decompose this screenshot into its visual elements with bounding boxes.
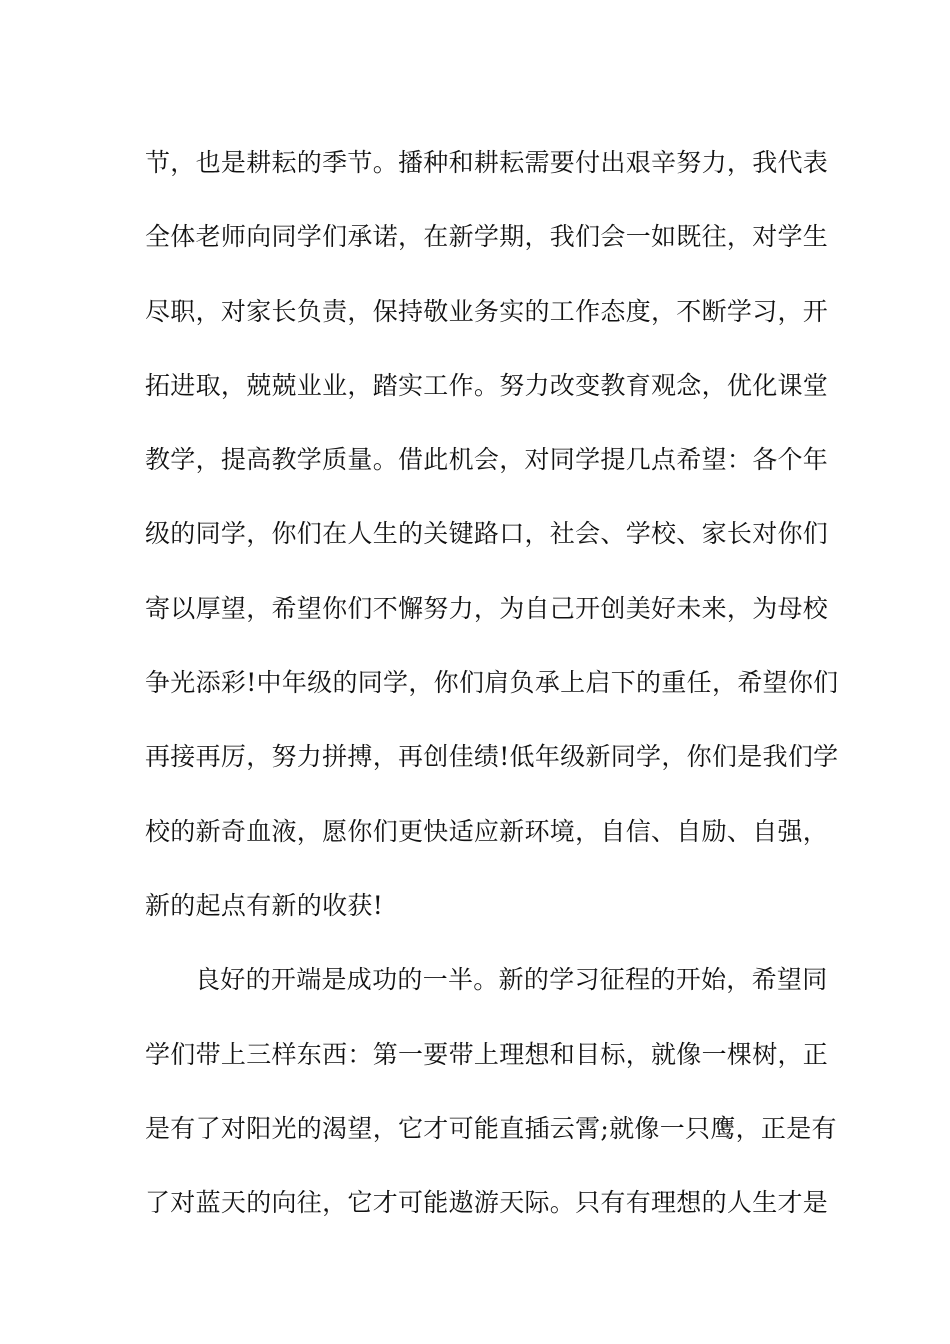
text-line: 了对蓝天的向往，它才可能遨游天际。只有有理想的人生才是 <box>145 1188 829 1218</box>
text-line: 是有了对阳光的渴望，它才可能直插云霄;就像一只鹰，正是有 <box>145 1113 837 1143</box>
paragraph-first-line: 良好的开端是成功的一半。新的学习征程的开始，希望同 <box>195 965 828 995</box>
text-line: 节，也是耕耘的季节。播种和耕耘需要付出艰辛努力，我代表 <box>145 148 829 177</box>
body-text <box>145 126 839 1240</box>
text-line: 新的起点有新的收获! <box>145 890 384 920</box>
text-line: 尽职，对家长负责，保持敬业务实的工作态度，不断学习，开 <box>145 296 829 326</box>
text-line: 全体老师向同学们承诺，在新学期，我们会一如既往，对学生 <box>145 222 829 252</box>
text-line: 级的同学，你们在人生的关键路口，社会、学校、家长对你们 <box>145 519 829 549</box>
text-line: 争光添彩!中年级的同学，你们肩负承上启下的重任，希望你们 <box>145 668 839 698</box>
text-line: 教学，提高教学质量。借此机会，对同学提几点希望：各个年 <box>145 445 829 475</box>
text-line: 拓进取，兢兢业业，踏实工作。努力改变教育观念，优化课堂 <box>145 370 829 400</box>
text-line: 学们带上三样东西：第一要带上理想和目标，就像一棵树，正 <box>145 1039 829 1069</box>
text-line: 校的新奇血液，愿你们更快适应新环境，自信、自励、自强， <box>145 816 829 846</box>
text-line: 寄以厚望，希望你们不懈努力，为自己开创美好未来，为母校 <box>145 593 829 623</box>
text-line: 再接再厉，努力拼搏，再创佳绩!低年级新同学，你们是我们学 <box>145 742 839 772</box>
